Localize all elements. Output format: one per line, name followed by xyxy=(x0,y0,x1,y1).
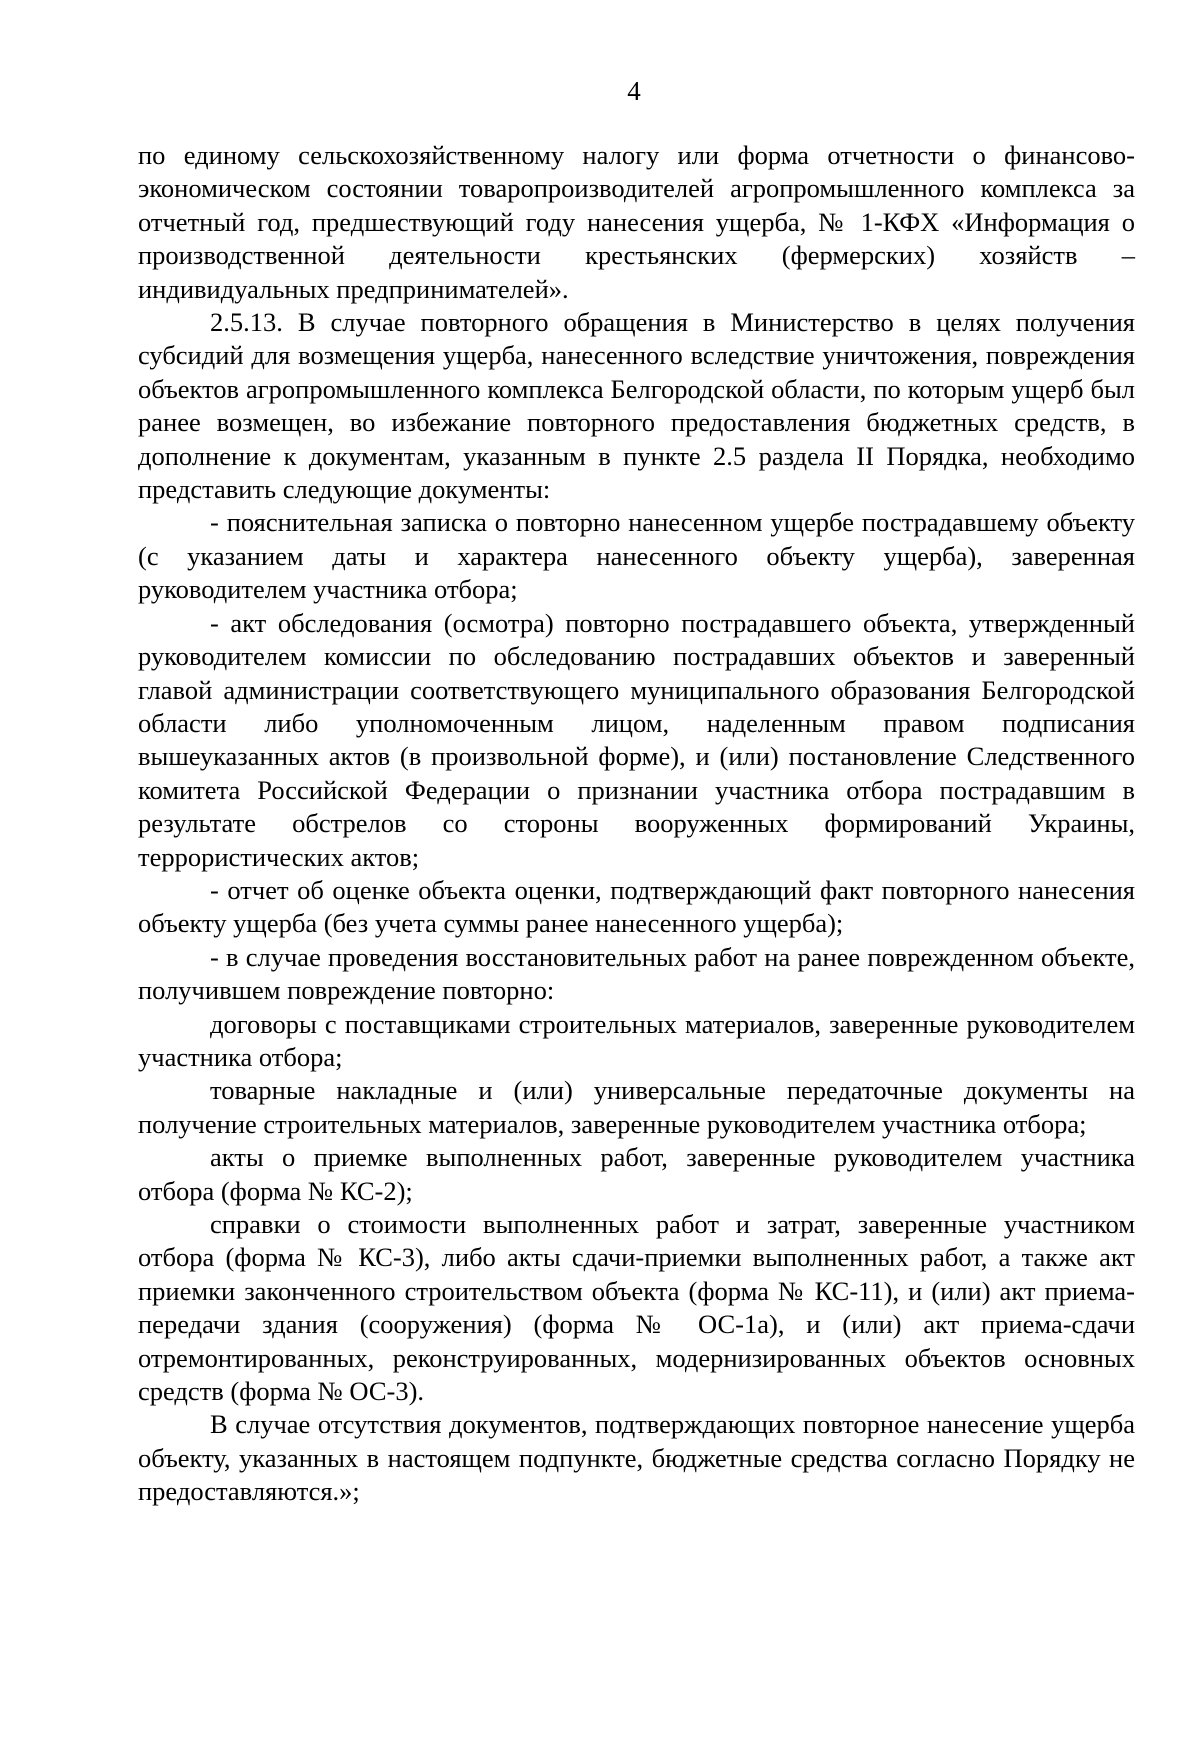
paragraph-closing: В случае отсутствия документов, подтверждающих повторное нанесение ущерба объекту, указанных в настоящем подпункте, бюджетные средства согласно Порядку не предоставляются.»; xyxy=(138,1409,1135,1507)
list-item-inspection-act: - акт обследования (осмотра) повторно пострадавшего объекта, утвержденный руководителем комиссии по обследованию пострадавших объектов и заверенный главой администрации соответствующего муниципального образования Белгородской области либо уполномоченным лицом, наделенным правом подписания вышеуказанных актов (в произвольной форме), и (или) постановление Следственного комитета Российской Федерации о признании участника отбора пострадавшим в результате обстрелов со стороны вооруженных формирований Украины, террористических актов; xyxy=(138,607,1135,872)
paragraph-continuation: по единому сельскохозяйственному налогу или форма отчетности о финансово-экономическом состоянии товаропроизводителей агропромышленного комплекса за отчетный год, предшествующий году нанесения ущерба, № 1-КФХ «Информация о производственной деятельности крестьянских (фермерских) хозяйств – индивидуальных предпринимателей». xyxy=(138,140,1135,304)
list-item-valuation-report: - отчет об оценке объекта оценки, подтверждающий факт повторного нанесения объекту ущерба (без учета суммы ранее нанесенного ущерба); xyxy=(138,874,1135,939)
sub-item-acceptance-acts: акты о приемке выполненных работ, заверенные руководителем участника отбора (форма № КС-2); xyxy=(138,1142,1135,1206)
sub-item-waybills: товарные накладные и (или) универсальные передаточные документы на получение строительных материалов, заверенные руководителем участника отбора; xyxy=(138,1075,1135,1139)
list-item-explanatory-note: - пояснительная записка о повторно нанесенном ущербе пострадавшему объекту (с указанием даты и характера нанесенного объекту ущерба), заверенная руководителем участника отбора; xyxy=(138,507,1135,605)
list-item-restoration-works: - в случае проведения восстановительных работ на ранее поврежденном объекте, получившем повреждение повторно: xyxy=(138,941,1135,1006)
sub-item-cost-certificates: справки о стоимости выполненных работ и затрат, заверенные участником отбора (форма № КС-3), либо акты сдачи-приемки выполненных работ, а также акт приемки законченного строительством объекта (форма № КС-11), и (или) акт приема-передачи здания (сооружения) (форма № ОС-1а), и (или) акт приема-сдачи отремонтированных, реконструированных, модернизированных объектов основных средств (форма № ОС-3). xyxy=(138,1209,1135,1407)
sub-item-supply-contracts: договоры с поставщиками строительных материалов, заверенные руководителем участника отбора; xyxy=(138,1008,1135,1072)
page-number: 4 xyxy=(627,76,641,106)
paragraph-clause-2-5-13: 2.5.13. В случае повторного обращения в Министерство в целях получения субсидий для возмещения ущерба, нанесенного вследствие уничтожения, повреждения объектов агропромышленного комплекса Белгородской области, по которым ущерб был ранее возмещен, во избежание повторного предоставления бюджетных средств, в дополнение к документам, указанным в пункте 2.5 раздела II Порядка, необходимо представить следующие документы: xyxy=(138,307,1135,505)
document-body xyxy=(138,139,1135,1509)
